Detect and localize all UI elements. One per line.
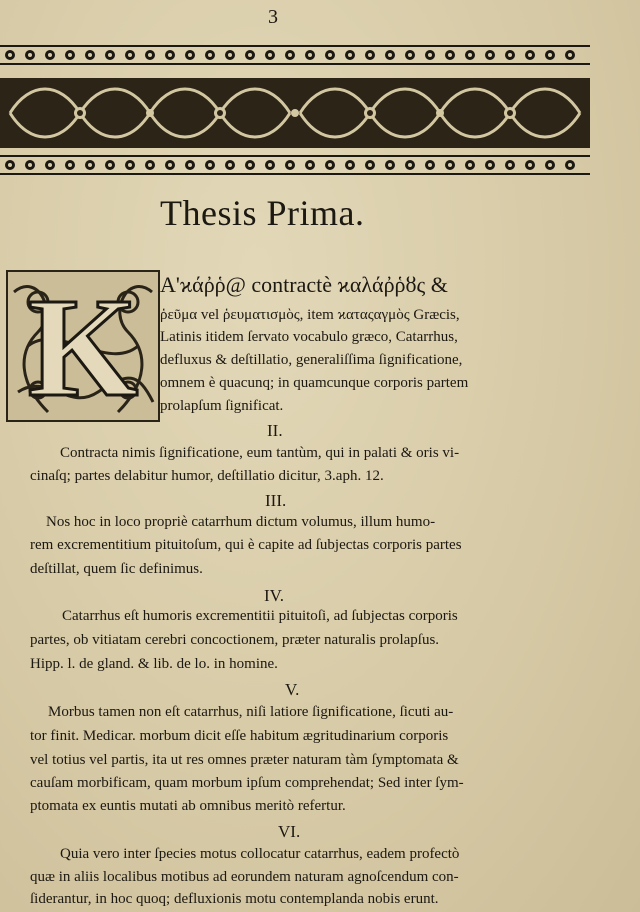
text-line: cinaſq; partes delabitur humor, deſtillatio dicitur, 3.aph. 12. <box>30 468 384 484</box>
section-number: III. <box>265 491 287 510</box>
initial-letter: K <box>27 270 139 422</box>
decorative-border-top <box>0 44 590 64</box>
section-number: V. <box>285 680 300 699</box>
decorated-initial <box>6 270 160 422</box>
section-number: II. <box>267 421 283 440</box>
ornamental-headpiece <box>0 76 590 150</box>
text-line: Nos hoc in loco propriè catarrhum dictum volumus, illum humo- <box>46 514 436 530</box>
section-number: VI. <box>278 822 301 841</box>
text-line: cauſam morbificam, quam morbum ipſum comprehendat; Sed inter ſym- <box>30 775 464 791</box>
text-line: Catarrhus eſt humoris excrementitii pituitoſi, ad ſubjectas corporis <box>62 608 458 624</box>
text-line: Contracta nimis ſignificatione, eum tantùm, qui in palati & oris vi- <box>60 445 460 461</box>
text-line: ῥεῦμα vel ῥευματισμὸς, item ϰαταςαγμὸς Græcis, <box>160 307 460 323</box>
text-line: prolapſum ſignificat. <box>160 398 284 414</box>
text-line: rem excrementitium pituitoſum, qui è capite ad ſubjectas corporis partes <box>30 537 462 553</box>
text-line: Hipp. l. de gland. & lib. de lo. in homine. <box>30 656 278 672</box>
text-line: ſiderantur, in hoc quoq; defluxionis motu contemplanda nobis erunt. <box>30 891 439 907</box>
text-line: ptomata ex euntis mutati ab omnibus meritò refertur. <box>30 798 346 814</box>
text-line: quæ in aliis localibus motibus ad eorundem naturam agnoſcendum con- <box>30 869 459 885</box>
text-line: Latinis itidem ſervato vocabulo græco, Catarrhus, <box>160 329 458 345</box>
decorative-border-bottom <box>0 154 590 174</box>
thesis-title: Thesis Prima. <box>160 193 365 233</box>
text-line: Quia vero inter ſpecies motus collocatur catarrhus, eadem profectò <box>60 846 460 862</box>
text-line: vel totius vel partis, ita ut res omnes præter naturam tàm ſymptomata & <box>30 752 459 768</box>
text-line: partes, ob vitiatam cerebri concoctionem, præter naturalis prolapſus. <box>30 632 440 648</box>
text-line: Morbus tamen non eſt catarrhus, niſi latiore ſignificatione, ſicuti au- <box>48 704 454 720</box>
page-number: 3 <box>268 6 278 28</box>
text-line: tor finit. Medicar. morbum dicit eſſe habitum ægritudinarium corporis <box>30 728 449 744</box>
section-number: IV. <box>264 586 284 605</box>
text-line: omnem è quacunq; in quamcunque corporis partem <box>160 375 469 391</box>
text-line: deſtillat, quem ſic definimus. <box>30 561 203 577</box>
text-line: defluxus & deſtillatio, generaliſſima ſignificatione, <box>160 352 463 368</box>
text-line: Α'ϰάῤῥ@ contractè ϰαλάῤῥȣς & <box>160 272 448 297</box>
